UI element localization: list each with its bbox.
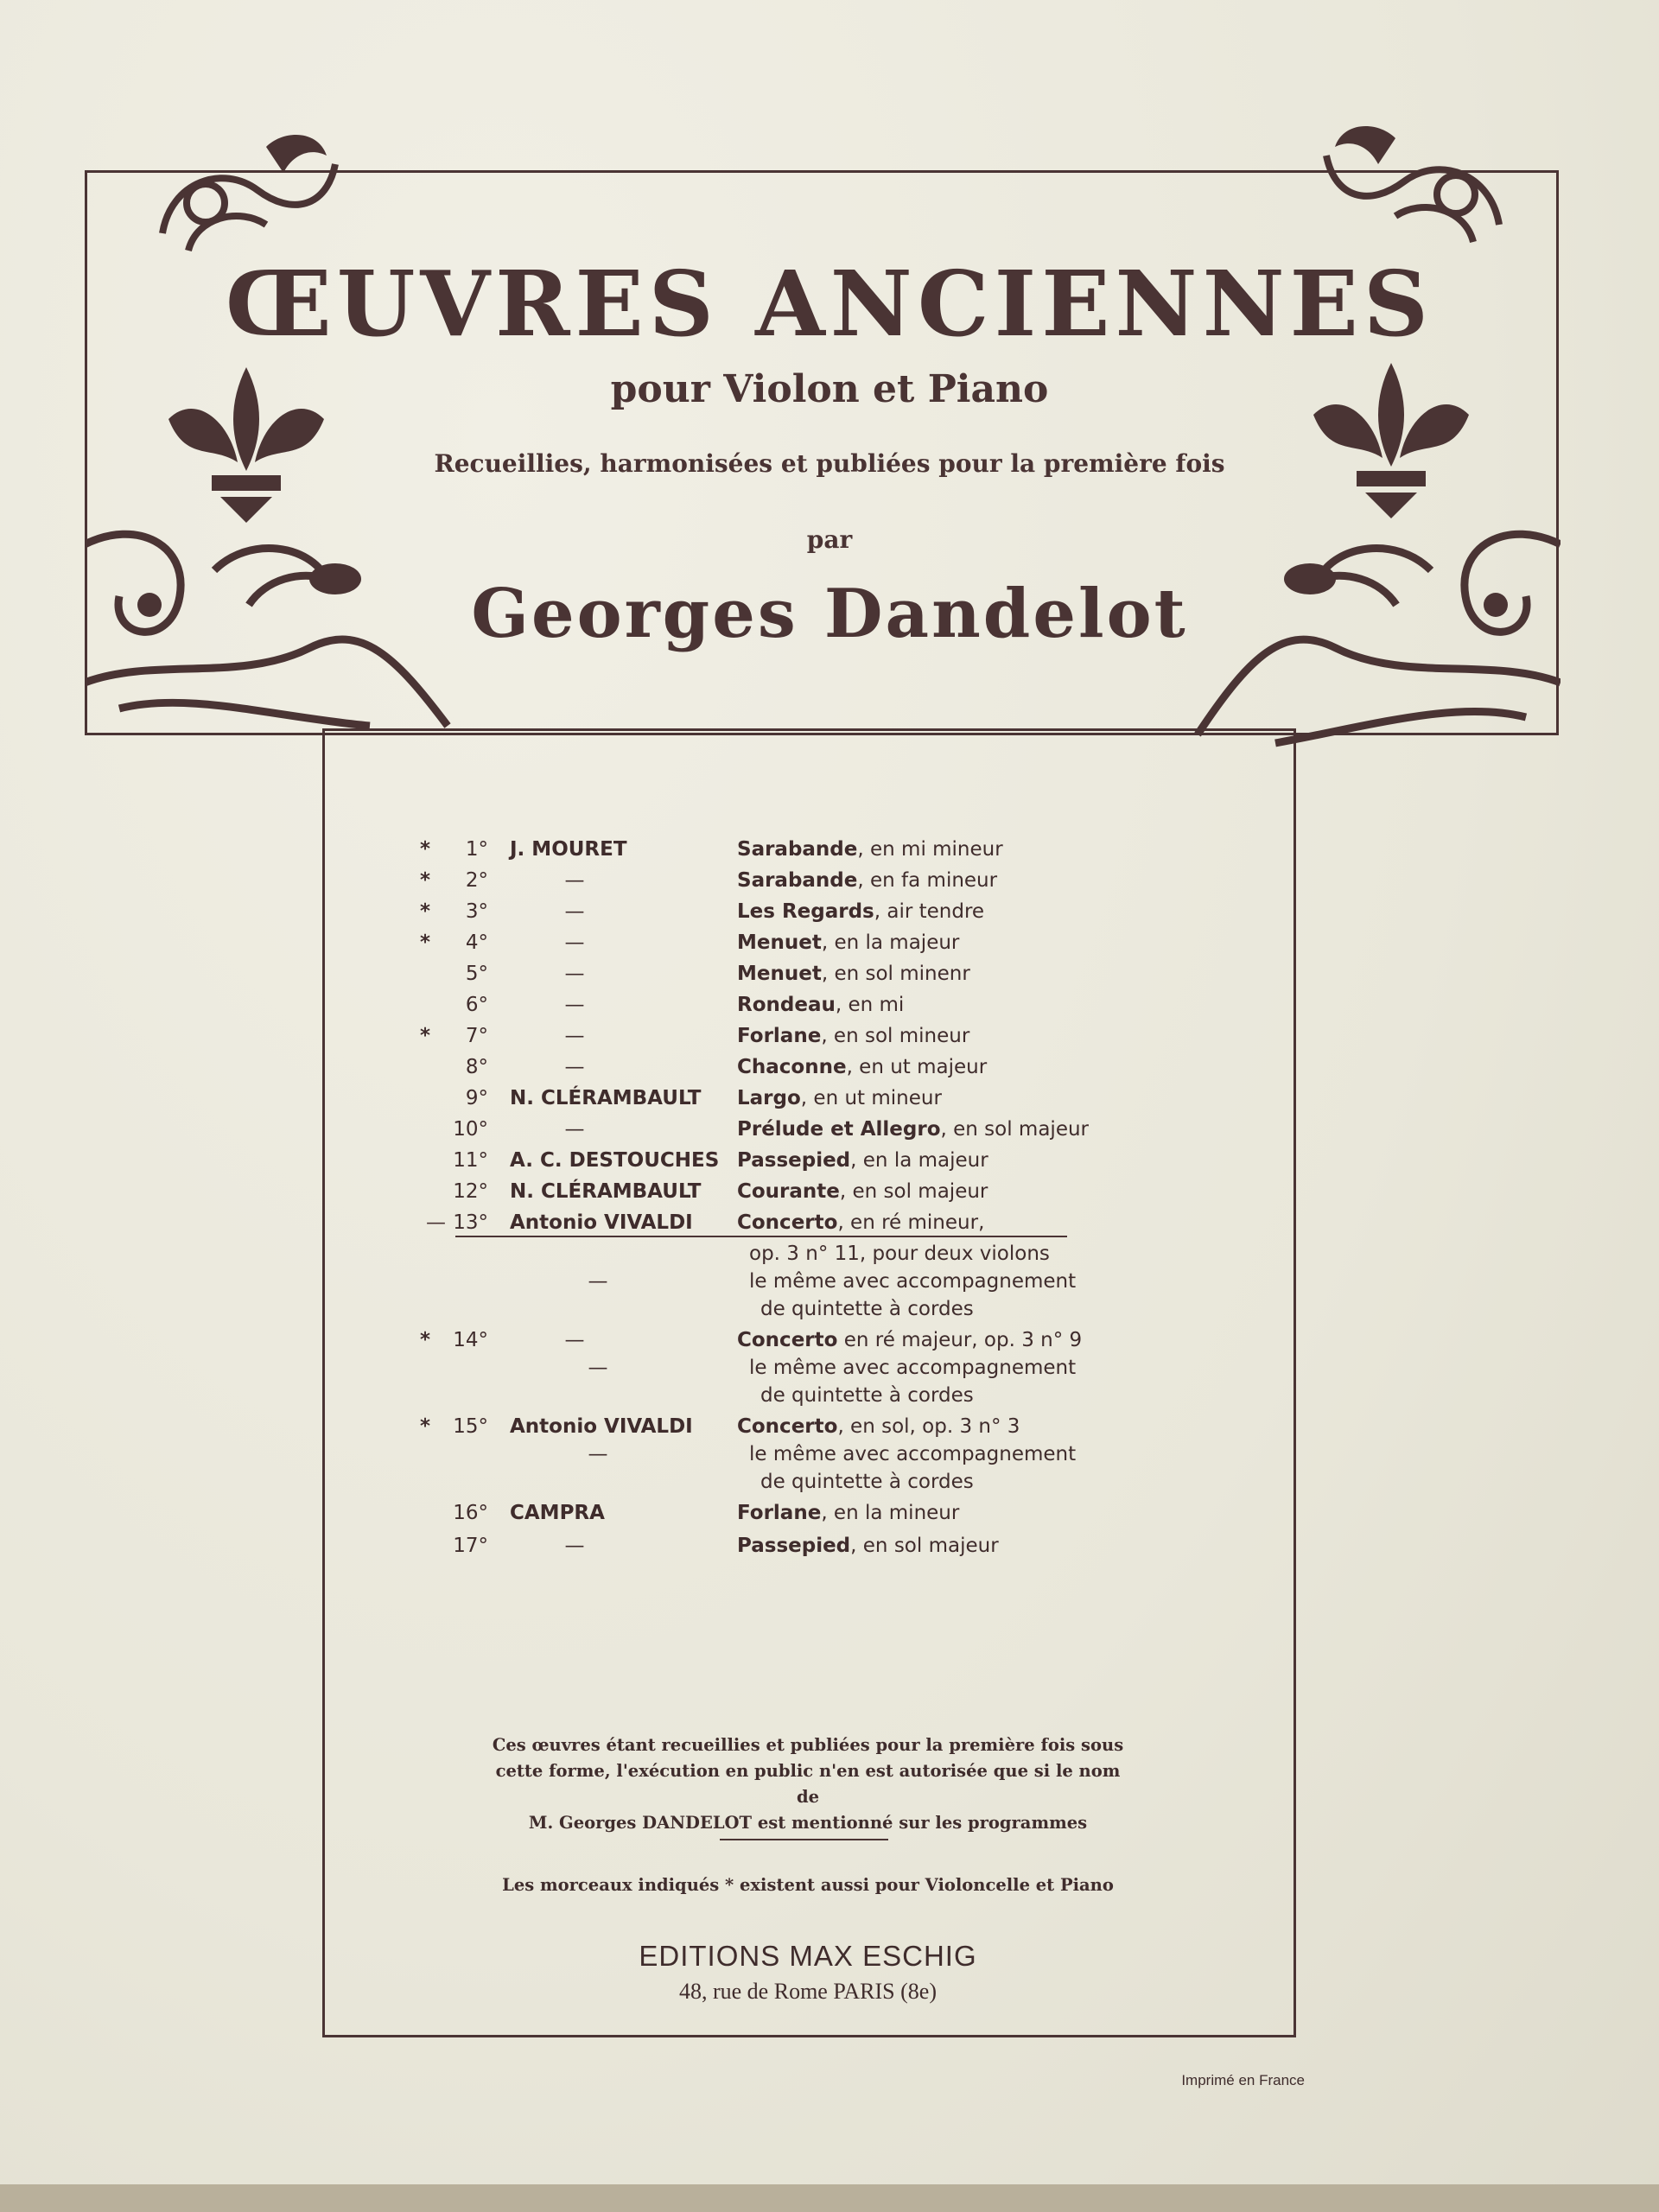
- star-marker: *: [420, 1415, 431, 1438]
- composer-ditto: —: [564, 1329, 585, 1351]
- work-title: Forlane, en sol mineur: [737, 1025, 970, 1047]
- work-title: Sarabande, en fa mineur: [737, 869, 998, 892]
- composer-ditto: —: [564, 1118, 585, 1141]
- piece-number: 5°: [465, 963, 488, 985]
- work-title: Concerto, en ré mineur,: [737, 1211, 985, 1234]
- work-title: Menuet, en la majeur: [737, 931, 960, 954]
- notice-divider: [720, 1839, 888, 1840]
- piece-number: 15°: [453, 1415, 488, 1438]
- work-title: Prélude et Allegro, en sol majeur: [737, 1118, 1090, 1141]
- composer-ditto: —: [564, 931, 585, 954]
- subtitle: pour Violon et Piano: [610, 367, 1049, 411]
- star-marker: *: [420, 900, 431, 923]
- publisher-address: 48, rue de Rome PARIS (8e): [678, 1979, 937, 2004]
- composer-ditto: —: [564, 1056, 585, 1078]
- composer-name: A. C. DESTOUCHES: [510, 1149, 720, 1172]
- piece-number: 11°: [453, 1149, 488, 1172]
- work-title: Sarabande, en mi mineur: [737, 838, 1003, 861]
- piece-number: 6°: [465, 994, 488, 1016]
- star-marker: *: [420, 931, 431, 954]
- composer-ditto: —: [564, 963, 585, 985]
- work-title: Les Regards, air tendre: [737, 900, 985, 923]
- publisher-name: EDITIONS MAX ESCHIG: [639, 1940, 977, 1972]
- work-title: Passepied, en la majeur: [737, 1149, 988, 1172]
- contents-frame: [322, 728, 1296, 2037]
- copyright-notice: [484, 1732, 1132, 1836]
- imprint-note: Imprimé en France: [1181, 2072, 1305, 2088]
- work-title: Passepied, en sol majeur: [737, 1535, 999, 1557]
- star-marker: *: [420, 838, 431, 861]
- top-right-scroll-ornament: [1309, 121, 1508, 251]
- composer-name: Antonio VIVALDI: [510, 1211, 693, 1234]
- work-title: Chaconne, en ut majeur: [737, 1056, 988, 1078]
- dash-lead-13: —: [426, 1211, 446, 1234]
- par-label: par: [806, 525, 853, 554]
- composer-ditto: —: [564, 994, 585, 1016]
- notice-line-3: M. Georges DANDELOT est mentionné sur les programmes: [528, 1813, 1088, 1833]
- star-marker: *: [420, 1025, 431, 1047]
- piece-number: 4°: [465, 931, 488, 954]
- work-title: Concerto en ré majeur, op. 3 n° 9: [737, 1329, 1083, 1351]
- piece-number: 1°: [465, 838, 488, 861]
- main-title: ŒUVRES ANCIENNES: [225, 251, 1434, 357]
- piece-number: 3°: [465, 900, 488, 923]
- composer-ditto: —: [564, 869, 585, 892]
- piece-number: 13°: [453, 1211, 488, 1234]
- piece-number: 10°: [453, 1118, 488, 1141]
- work-title: Forlane, en la mineur: [737, 1502, 960, 1524]
- work-title: Menuet, en sol minenr: [737, 963, 970, 985]
- piece-number: 8°: [465, 1056, 488, 1078]
- work-title: Concerto, en sol, op. 3 n° 3: [737, 1415, 1020, 1438]
- piece-number: 14°: [453, 1329, 488, 1351]
- top-left-scroll-ornament: [154, 130, 344, 259]
- notice-line-2: cette forme, l'exécution en public n'en est autorisée que si le nom de: [495, 1761, 1121, 1807]
- composer-name: N. CLÉRAMBAULT: [510, 1087, 702, 1109]
- piece-number: 17°: [453, 1535, 488, 1557]
- violoncelle-note: Les morceaux indiqués * existent aussi pour Violoncelle et Piano: [502, 1875, 1114, 1895]
- piece-number: 7°: [465, 1025, 488, 1047]
- composer-name: J. MOURET: [510, 838, 627, 861]
- composer-ditto: —: [564, 900, 585, 923]
- star-marker: *: [420, 1329, 431, 1351]
- table-edge: [0, 2184, 1659, 2212]
- work-title: Rondeau, en mi: [737, 994, 905, 1016]
- author-name: Georges Dandelot: [471, 575, 1188, 653]
- piece-number: 16°: [453, 1502, 488, 1524]
- piece-number: 9°: [465, 1087, 488, 1109]
- work-title: Courante, en sol majeur: [737, 1180, 988, 1203]
- composer-name: N. CLÉRAMBAULT: [510, 1180, 702, 1203]
- tagline: Recueillies, harmonisées et publiées pour la première fois: [434, 449, 1225, 478]
- star-marker: *: [420, 869, 431, 892]
- composer-ditto: —: [564, 1025, 585, 1047]
- composer-ditto: —: [564, 1535, 585, 1557]
- piece-number: 2°: [465, 869, 488, 892]
- piece-number: 12°: [453, 1180, 488, 1203]
- notice-line-1: Ces œuvres étant recueillies et publiées pour la première fois sous: [492, 1735, 1124, 1755]
- composer-name: Antonio VIVALDI: [510, 1415, 693, 1438]
- work-title: Largo, en ut mineur: [737, 1087, 942, 1109]
- underline-13: [455, 1236, 1067, 1237]
- composer-name: CAMPRA: [510, 1502, 605, 1524]
